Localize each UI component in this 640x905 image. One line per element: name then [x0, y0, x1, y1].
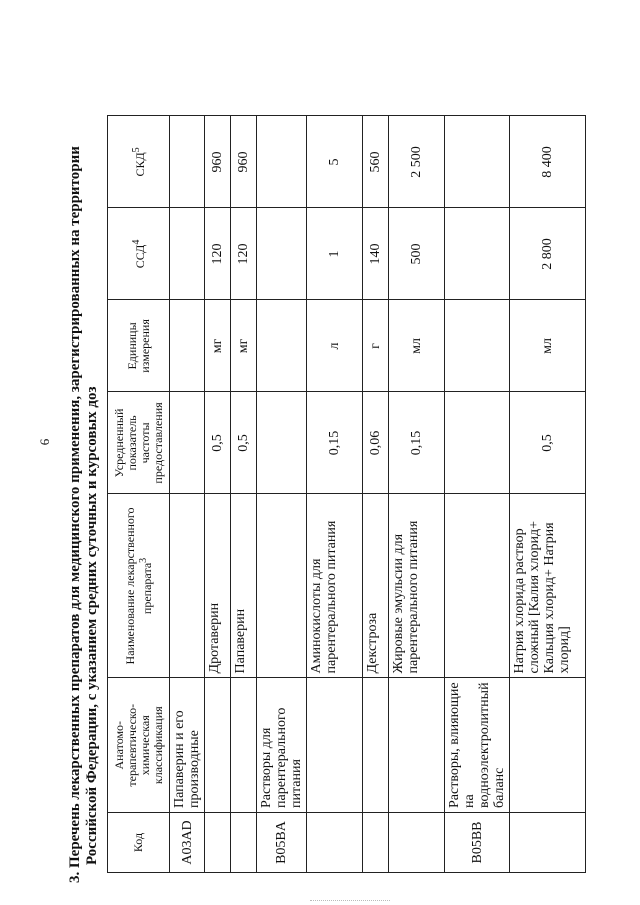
cell-unit: л	[307, 300, 363, 392]
cell-skd: 960	[205, 116, 231, 208]
drug-table	[107, 115, 586, 873]
cell-unit: мг	[231, 300, 257, 392]
cell-code	[205, 813, 231, 873]
cell-atc	[510, 678, 586, 813]
cell-code: B05BB	[445, 813, 510, 873]
header-atc: Анатомо-терапевтическо-химическая классификация	[108, 678, 170, 813]
cell-code	[307, 813, 363, 873]
section-title-line-2: Российской Федерации, с указанием средних суточных и курсовых доз	[84, 386, 100, 865]
cell-skd: 560	[363, 116, 389, 208]
cell-frequency: 0,15	[389, 392, 445, 494]
cell-skd	[257, 116, 307, 208]
page-number: 6	[37, 438, 52, 446]
cell-code: B05BA	[257, 813, 307, 873]
cell-skd: 2 500	[389, 116, 445, 208]
table-row	[231, 116, 257, 873]
cell-name	[170, 494, 205, 678]
section-title	[67, 38, 101, 883]
cell-ssd: 120	[231, 208, 257, 300]
cell-frequency: 0,15	[307, 392, 363, 494]
cell-frequency: 0,5	[205, 392, 231, 494]
cell-atc	[389, 678, 445, 813]
cell-name: Аминокислоты для парентерального питания	[307, 494, 363, 678]
cell-name	[257, 494, 307, 678]
table-row	[170, 116, 205, 873]
cell-code	[389, 813, 445, 873]
section-title-line-1: 3. Перечень лекарственных препаратов для медицинского применения, зарегистрированных на территории	[67, 146, 83, 883]
header-unit: Единицы измерения	[108, 300, 170, 392]
cell-atc	[363, 678, 389, 813]
cell-skd: 960	[231, 116, 257, 208]
cell-name: Дротаверин	[205, 494, 231, 678]
header-name: Наименование лекарственного препарата$^3$	[108, 494, 170, 678]
cell-code: A03AD	[170, 813, 205, 873]
table-header-row	[108, 116, 170, 873]
cell-name: Декстроза	[363, 494, 389, 678]
cell-frequency	[170, 392, 205, 494]
cell-unit: мг	[205, 300, 231, 392]
cell-name: Папаверин	[231, 494, 257, 678]
cell-name: Жировые эмульсии для парентерального питания	[389, 494, 445, 678]
cell-frequency: 0,5	[231, 392, 257, 494]
cell-unit	[170, 300, 205, 392]
cell-ssd: 500	[389, 208, 445, 300]
table-row	[389, 116, 445, 873]
table-row	[257, 116, 307, 873]
cell-atc	[205, 678, 231, 813]
header-frequency: Усредненный показатель частоты предоставления	[108, 392, 170, 494]
cell-skd	[170, 116, 205, 208]
cell-atc	[307, 678, 363, 813]
cell-skd: 8 400	[510, 116, 586, 208]
cell-unit: г	[363, 300, 389, 392]
header-skd: СКД$^5$	[108, 116, 170, 208]
cell-frequency	[445, 392, 510, 494]
cell-atc: Растворы для парентерального питания	[257, 678, 307, 813]
cell-ssd: 140	[363, 208, 389, 300]
cell-ssd	[170, 208, 205, 300]
cell-ssd	[257, 208, 307, 300]
cell-unit: мл	[510, 300, 586, 392]
rotated-page-content	[67, 38, 627, 883]
cell-code	[510, 813, 586, 873]
cell-ssd: 120	[205, 208, 231, 300]
cell-ssd: 2 800	[510, 208, 586, 300]
table-row	[363, 116, 389, 873]
table-row	[445, 116, 510, 873]
cell-name	[445, 494, 510, 678]
cell-ssd	[445, 208, 510, 300]
header-code: Код	[108, 813, 170, 873]
cell-frequency: 0,5	[510, 392, 586, 494]
cell-skd	[445, 116, 510, 208]
table-row	[205, 116, 231, 873]
header-ssd: ССД$^4$	[108, 208, 170, 300]
cell-frequency	[257, 392, 307, 494]
cell-skd: 5	[307, 116, 363, 208]
cell-ssd: 1	[307, 208, 363, 300]
cell-atc	[231, 678, 257, 813]
scan-artifact-divider	[310, 897, 390, 901]
cell-frequency: 0,06	[363, 392, 389, 494]
cell-atc: Растворы, влияющие на водноэлектролитный баланс	[445, 678, 510, 813]
cell-code	[231, 813, 257, 873]
cell-atc: Папаверин и его производные	[170, 678, 205, 813]
cell-unit	[257, 300, 307, 392]
table-row	[307, 116, 363, 873]
cell-code	[363, 813, 389, 873]
cell-unit	[445, 300, 510, 392]
cell-name: Натрия хлорида раствор сложный [Калия хлорид+ Кальция хлорид+ Натрия хлорид]	[510, 494, 586, 678]
cell-unit: мл	[389, 300, 445, 392]
table-row	[510, 116, 586, 873]
